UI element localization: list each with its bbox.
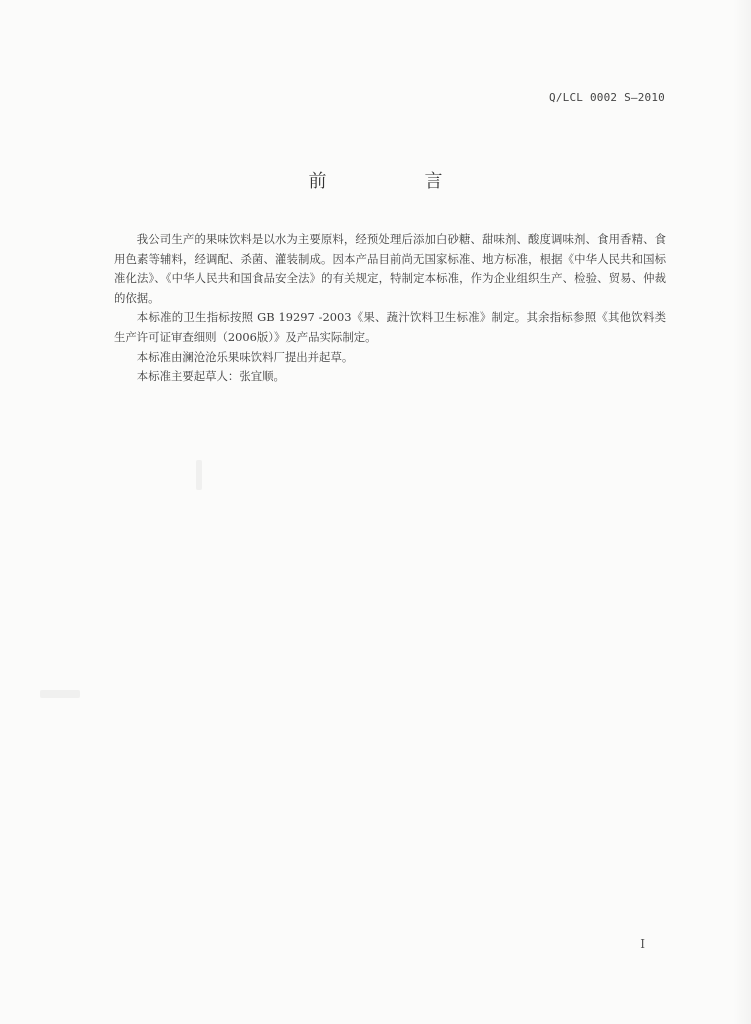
paragraph: 本标准主要起草人：张宜顺。	[136, 369, 285, 384]
scan-mark	[196, 460, 202, 490]
paragraph: 我公司生产的果味饮料是以水为主要原料，经预处理后添加白砂糖、甜味剂、酸度调味剂、食用香精、食用色素等辅料，经调配、杀菌、灌装制成。因本产品目前尚无国家标准、地方标准，根据《中华人民共和国标准化法》、《中华人民共和国食品安全法》的有关规定，特制定本标准，作为企业组织生产、检验、贸易、仲裁的依据。	[114, 232, 666, 305]
paragraph: 本标准由澜沧沧乐果味饮料厂提出并起草。	[136, 349, 354, 364]
page-title: 前 言	[308, 171, 483, 192]
standard-code: Q/LCL 0002 S—2010	[549, 91, 665, 104]
page-edge-shadow	[733, 0, 751, 1024]
scan-mark	[40, 690, 80, 698]
paragraph: 本标准的卫生指标按照 GB 19297 -2003《果、蔬汁饮料卫生标准》制定。其余指标参照《其他饮料类生产许可证审查细则（2006版）》及产品实际制定。	[114, 310, 666, 344]
preface-body	[114, 230, 666, 387]
page-number: I	[640, 937, 645, 951]
